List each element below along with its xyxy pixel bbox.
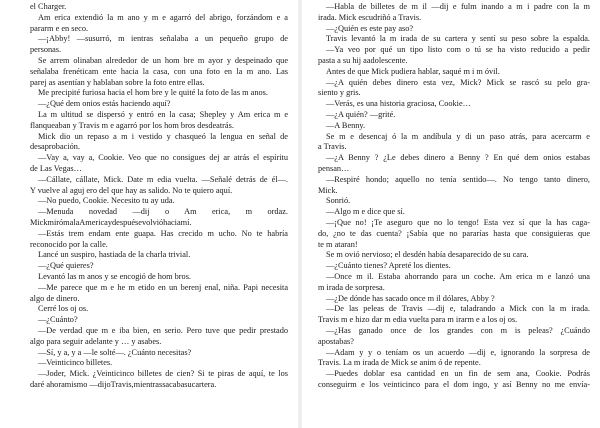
text-line: —No puedo, Cookie. Necesito tu ay uda. <box>38 196 175 206</box>
text-line: —¡Que no! ¡Te aseguro que no lo tengo! Esta vez sí que la has caga- <box>326 217 590 227</box>
text-line: —Joder, Mick. ¿Veinticinco billetes de cien? Si te piras de aquí, te los <box>38 369 288 379</box>
text-line: te m ataran! <box>318 239 358 249</box>
text-line: Lancé un suspiro, hastiada de la charla trivial. <box>38 250 191 260</box>
text-line: Am erica extendió la m ano y m e agarró del abrigo, forzándom e a <box>38 12 288 22</box>
text-line: —Adam y y o teníam os un acuerdo —dij e, ignorando la sorpresa de <box>326 347 590 357</box>
text-line: —¿De dónde has sacado once m il dólares, Abby ? <box>326 293 495 303</box>
text-line: —¿Qué quieres? <box>38 261 94 271</box>
text-line: parej as asentían y hablaban sobre la foto entre ellas. <box>30 77 205 87</box>
text-line: señalaba frenéticam ente hacia la casa, con una foto en la m ano. Las <box>30 66 288 76</box>
text-line: —¿Has ganado once de los grandes con m is peleas? ¿Cuándo <box>326 325 590 335</box>
text-line: —Sí, y a, y a —le solté—. ¿Cuánto necesitas? <box>38 347 192 357</box>
text-line: —¿Cuánto tienes? Apreté los dientes. <box>326 261 451 271</box>
text-line: Mick. <box>318 185 338 195</box>
text-line: —Vay a, vay a, Cookie. Veo que no consigues dej ar atrás el espíritu <box>38 153 288 163</box>
text-line: Travis m e hizo dar m edia vuelta para m irarm e a los oj os. <box>318 315 518 325</box>
text-line: —¿A quién? —grité. <box>326 109 396 119</box>
text-line: —Estás trem endam ente guapa. Has crecido m ucho. No te habría <box>38 228 288 238</box>
text-line: apostabas? <box>318 336 354 346</box>
text-line: Se m ovió nervioso; el desdén había desaparecido de su cara. <box>326 250 529 260</box>
text-line: —¿Qué dem onios estás haciendo aquí? <box>38 99 171 109</box>
text-line: MickmirómalaAmericaydespuésevolvióhaciamí. <box>30 217 192 227</box>
text-line: —Algo m e dice que sí. <box>326 207 405 217</box>
text-line: personas. <box>30 45 62 55</box>
text-line: algo para seguir adelante y … y asabes. <box>30 336 162 346</box>
text-line: Levantó las m anos y se encogió de hom bros. <box>38 271 191 281</box>
text-line: —A Benny. <box>326 120 366 130</box>
text-line: Me precipité furiosa hacia el hom bre y le quité la foto de las m anos. <box>38 88 268 98</box>
text-line: —Verás, es una historia graciosa, Cookie… <box>326 99 471 109</box>
text-line: —Habla de billetes de m il —dij e fulm inando a m i padre con la m <box>326 2 590 11</box>
text-line: —Ya veo por qué un tipo listo com o tú se ha visto reducido a pedir <box>326 45 590 55</box>
text-line: siento y gris. <box>318 88 361 98</box>
text-line: reconocido por la calle. <box>30 239 108 249</box>
text-line: Travis levantó la m irada de su cartera y sentí su peso sobre la espalda. <box>326 34 590 44</box>
text-line: algo de dinero. <box>30 293 80 303</box>
text-line: —De las peleas de Travis —dij e, taladrando a Mick con la m irada. <box>326 304 590 314</box>
text-line: flanqueaban y Travis m e agarró por los hom bros desdeatrás. <box>30 120 234 130</box>
text-line: desaprobación. <box>30 142 80 152</box>
text-line: pensan… <box>318 163 350 173</box>
text-line: pasta a su hij aadolescente. <box>318 55 408 65</box>
text-line: —Puedes doblar esa cantidad en un fin de sem ana, Cookie. Podrás <box>326 369 590 379</box>
text-line: —Menuda novedad —dij o Am erica, m ordaz. <box>38 207 288 217</box>
text-line: pararm e en seco. <box>30 23 89 33</box>
text-line: —¿Quién es este pay aso? <box>326 23 414 33</box>
text-line: conseguirm e los veinticinco para el dom ingo, y así Benny no me envía- <box>318 379 590 389</box>
text-line: —Respiré hondo; aquello no tenía sentido—. No tengo tanto dinero, <box>326 174 590 184</box>
text-line: daré ahoramismo —dijoTravis,mientrassacabasucartera. <box>30 379 217 389</box>
text-line: —De verdad que m e iba bien, en serio. Pero tuve que pedir prestado <box>38 325 288 335</box>
text-line: Se arrem olinaban alrededor de un hom bre m ayor y despeinado que <box>38 55 288 65</box>
text-line: do, ¿no te das cuenta? ¡Sabía que no pararías hasta que consiguieras que <box>318 228 590 238</box>
text-line: —¿Cuánto? <box>38 315 78 325</box>
text-line: el Charger. <box>30 2 67 11</box>
text-line: de Las Vegas… <box>30 163 82 173</box>
text-line: Sonrió. <box>326 196 351 206</box>
text-line: Mick dio un repaso a m i vestido y chasqueó la lengua en señal de <box>38 131 288 141</box>
text-line: La m ultitud se dispersó y entró en la casa; Shepley y Am erica m e <box>38 109 288 119</box>
text-line: irada. Mick escudriñó a Travis. <box>318 12 422 22</box>
right-page <box>300 0 600 428</box>
text-line: m irada de sorpresa. <box>318 282 385 292</box>
text-line: Cerré los oj os. <box>38 304 89 314</box>
text-line: —¿A Benny ? ¿Le debes dinero a Benny ? En qué dem onios estabas <box>326 153 590 163</box>
text-line: Se m e desencaj ó la m andíbula y di un paso atrás, para acercarm e <box>326 131 590 141</box>
text-line: —¡Abby! —susurró, m ientras señalaba a un pequeño grupo de <box>38 34 288 44</box>
text-line: —¿A quién debes dinero esta vez, Mick? Mick se rascó su pelo gra- <box>326 77 590 87</box>
text-line: —Cállate, cállate, Mick. Date m edia vuelta. —Señalé detrás de él—. <box>38 174 288 184</box>
text-line: Y vuelve al aguj ero del que hay as salido. No te quiero aquí. <box>30 185 233 195</box>
text-line: —Once m il. Estaba ahorrando para un coche. Am erica m e lanzó una <box>326 271 590 281</box>
text-line: —Me parece que m e he m etido en un berenj enal, niña. Papi necesita <box>38 282 288 292</box>
text-line: —Veinticinco billetes. <box>38 358 113 368</box>
text-line: Travis. La m irada de Mick se anim ó de repente. <box>318 358 481 368</box>
text-line: a Travis. <box>318 142 347 152</box>
text-line: Antes de que Mick pudiera hablar, saqué m i m óvil. <box>326 66 500 76</box>
